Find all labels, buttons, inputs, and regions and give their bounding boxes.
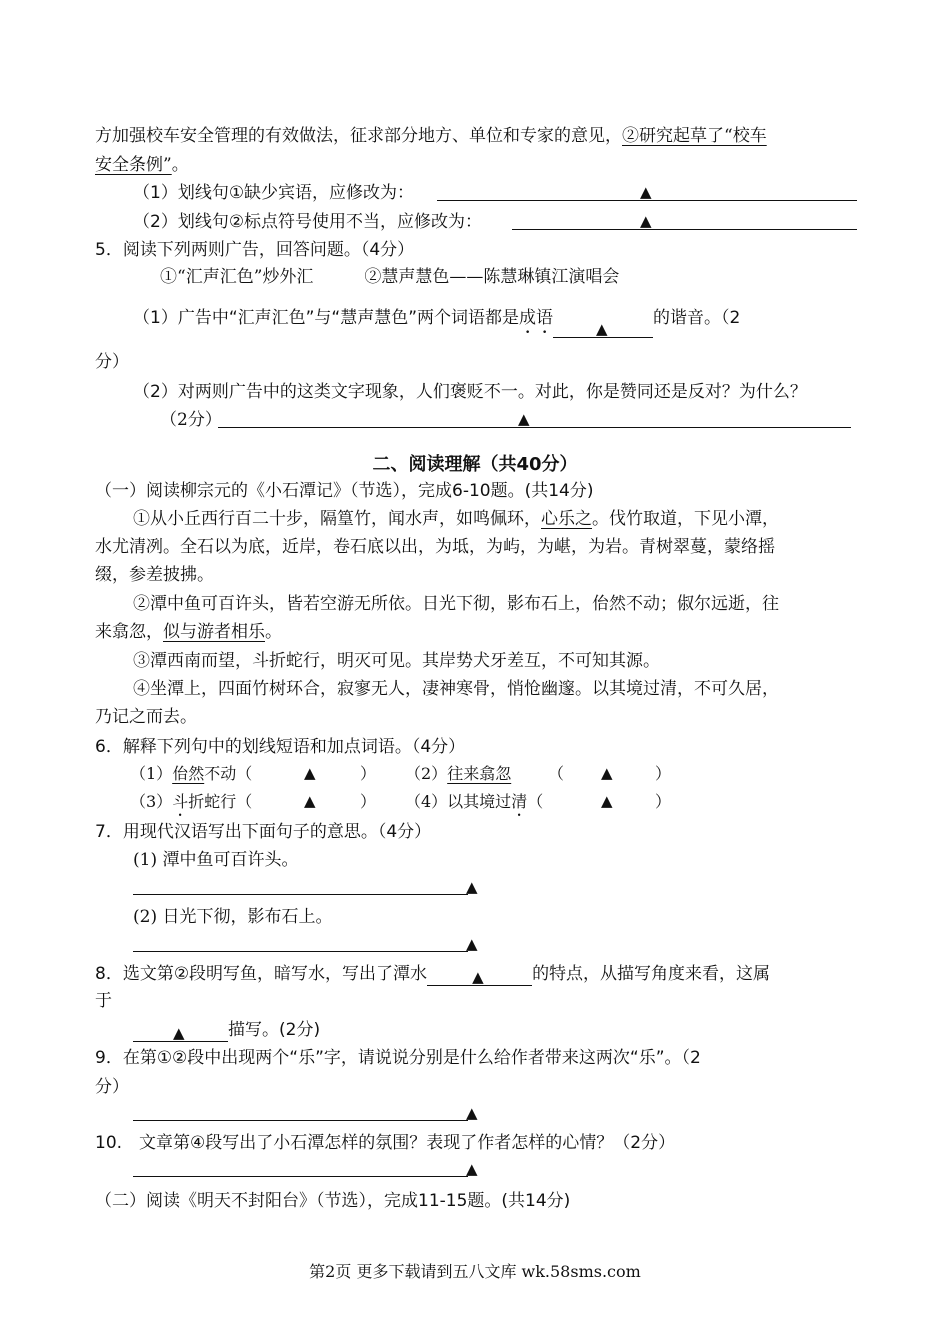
q7-sentence-1: (1) 潭中鱼可百许头。: [133, 850, 299, 870]
answer-marker: ▲: [466, 1104, 478, 1122]
q5-sub2-answer-line[interactable]: [218, 427, 851, 428]
passage-p3: ③潭西南而望，斗折蛇行，明灭可见。其岸势犬牙差互，不可知其源。: [133, 651, 660, 671]
answer-marker: ▲: [518, 410, 530, 428]
underlined-phrase: 似与游者相乐: [163, 622, 265, 642]
q10-line: 10. 文章第④段写出了小石潭怎样的氛围？表现了作者怎样的心情？（2分）: [95, 1133, 676, 1153]
q8-line-1: 8．选文第②段明写鱼，暗写水，写出了潭水 ▲ 的特点，从描写角度来看，这属: [95, 964, 771, 986]
page-footer: 第2页 更多下载请到五八文库 wk.58sms.com: [309, 1262, 641, 1281]
answer-marker: ▲: [304, 764, 316, 782]
answer-marker: ▲: [304, 792, 316, 810]
q5-sub1-blank[interactable]: ▲: [553, 317, 653, 338]
q6-title: 6．解释下列句中的划线短语和加点词语。（4分）: [95, 737, 466, 757]
q4-sub2: （2）划线句②标点符号使用不当，应修改为：: [133, 212, 483, 232]
q5-sub2: （2）对两则广告中的这类文字现象，人们褒贬不一。对此，你是赞同还是反对？为什么？: [133, 382, 807, 402]
underlined-sentence-2: ②研究起草了“校车: [622, 126, 767, 146]
passage-p1-line1: ①从小丘西行百二十步，隔篁竹，闻水声，如鸣佩环，心乐之。伐竹取道，下见小潭，: [133, 509, 779, 529]
q6-item-4: （4）以其境过清（: [405, 792, 544, 811]
q4-sub2-answer-line[interactable]: [512, 229, 857, 230]
answer-marker: ▲: [640, 212, 652, 230]
answer-marker: ▲: [601, 764, 613, 782]
q9-line-1: 9．在第①②段中出现两个“乐”字，请说说分别是什么给作者带来这两次“乐”。（2: [95, 1048, 701, 1068]
q9-line-2: 分）: [95, 1077, 129, 1097]
intro-line-1: 方加强校车安全管理的有效做法，征求部分地方、单位和专家的意见，②研究起草了“校车: [95, 126, 767, 146]
q8-line-2: 于: [95, 991, 112, 1011]
answer-marker: ▲: [466, 878, 478, 896]
passage-p2-line1: ②潭中鱼可百许头，皆若空游无所依。日光下彻，影布石上，佁然不动；俶尔远逝，往: [133, 594, 779, 614]
answer-marker: ▲: [640, 183, 652, 201]
q6-item-3: （3）斗折蛇行（: [130, 792, 253, 811]
q8-line-3: ▲ 描写。(2分): [133, 1018, 320, 1042]
passage-p4-line1: ④坐潭上，四面竹树环合，寂寥无人，凄神寒骨，悄怆幽邃。以其境过清，不可久居，: [133, 679, 779, 699]
part-2-title: （二）阅读《明天不封阳台》（节选），完成11-15题。(共14分): [95, 1191, 571, 1211]
q6-item-1: （1）佁然不动（: [130, 764, 253, 783]
q6-item-4-close: ）: [655, 792, 672, 811]
section-2-title: 二、阅读理解（共40分）: [372, 454, 578, 475]
passage-p1-line3: 缀，参差披拂。: [95, 565, 214, 585]
q6-item-3-close: ）: [360, 792, 377, 811]
q5-sub2-score: （2分）: [160, 410, 222, 430]
q7-sentence-2: (2) 日光下彻，影布石上。: [133, 907, 333, 927]
q4-sub1: （1）划线句①缺少宾语，应修改为：: [133, 183, 415, 203]
underlined-phrase: 心乐之: [541, 509, 592, 529]
q7-title: 7．用现代汉语写出下面句子的意思。（4分）: [95, 822, 432, 842]
q5-sub1-wrap: 分）: [95, 352, 129, 372]
q5-sub1: （1）广告中“汇声汇色”与“慧声慧色”两个词语都是成语 ▲ 的谐音。（2: [133, 308, 741, 338]
dotted-word: 成语: [519, 308, 554, 328]
part-1-title: （一）阅读柳宗元的《小石潭记》（节选），完成6-10题。(共14分): [95, 481, 594, 501]
answer-marker: ▲: [466, 1160, 478, 1178]
passage-p4-line2: 乃记之而去。: [95, 707, 197, 727]
q5-ads: ①“汇声汇色”炒外汇 ②慧声慧色——陈慧琳镇江演唱会: [160, 267, 620, 287]
answer-marker: ▲: [601, 792, 613, 810]
passage-p2-line2: 来翕忽，似与游者相乐。: [95, 622, 282, 642]
q8-blank-1[interactable]: ▲: [427, 965, 532, 986]
q9-answer-line[interactable]: [133, 1120, 468, 1121]
q6-item-2: （2）往来翕忽: [405, 764, 512, 783]
intro-line-2: 安全条例”。: [95, 155, 189, 175]
passage-p1-line2: 水尤清冽。全石以为底，近岸，卷石底以出，为坻，为屿，为嵁，为岩。青树翠蔓，蒙络摇: [95, 537, 775, 557]
q7-answer-line-1[interactable]: [133, 894, 468, 895]
q10-answer-line[interactable]: [133, 1176, 468, 1177]
answer-marker: ▲: [466, 935, 478, 953]
q8-blank-2[interactable]: ▲: [133, 1021, 228, 1042]
q5-title: 5．阅读下列两则广告，回答问题。（4分）: [95, 240, 415, 260]
q6-item-2-close: ）: [655, 764, 672, 783]
q7-answer-line-2[interactable]: [133, 951, 468, 952]
q6-item-1-close: ）: [360, 764, 377, 783]
